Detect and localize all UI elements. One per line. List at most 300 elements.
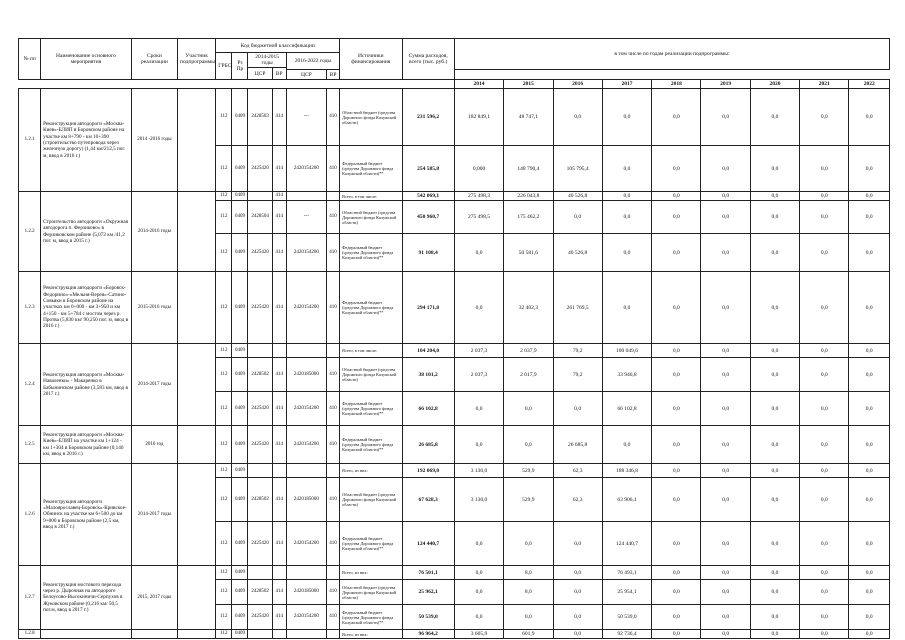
measure-participant (178, 426, 216, 464)
funding-source: Всего, из них: (340, 630, 402, 639)
col-header-source: Источники финансирования (340, 39, 402, 80)
rzpr-code: 0409 (232, 605, 248, 630)
year-value: 0,0 (849, 192, 890, 201)
col-header-year: 2015 (504, 80, 553, 89)
year-value: 0,0 (701, 630, 750, 639)
year-value: 0,0 (652, 566, 701, 580)
col-header-terms: Сроки реализации (131, 39, 177, 80)
vr-code-1415: 414 (272, 234, 286, 272)
year-value: 0,0 (750, 426, 799, 464)
measure-name: Реконструкция мостового перехода через р. Дырочная на автодороге Белоусово-Высокиничи-Серпухов в Жуковском районе (0,216 км/ 50,5 пог.м, ввод в 2017 г.) (41, 566, 132, 630)
year-value: 32 402,3 (504, 272, 553, 344)
year-value: 0,0 (750, 192, 799, 201)
year-value: 182 849,1 (454, 89, 503, 146)
vr-code-1415: 414 (272, 522, 286, 566)
col-header-byyear: в том числе по годам реализации подпрограммы: (454, 39, 889, 70)
year-value: 0,0 (849, 426, 890, 464)
vr-code-1622: 410 (327, 478, 340, 522)
year-value: 175 462,2 (504, 201, 553, 234)
year-value: 0,0 (701, 566, 750, 580)
year-value: 0,0 (849, 344, 890, 358)
year-value: 0,0 (800, 272, 849, 344)
csr-code-1622: --- (286, 201, 326, 234)
year-value: 0,0 (602, 146, 651, 192)
year-value: 0,0 (849, 146, 890, 192)
total-sum: 104 204,0 (402, 344, 454, 358)
year-value: 0,0 (652, 272, 701, 344)
total-sum: 38 101,2 (402, 358, 454, 392)
year-value: 261 769,5 (553, 272, 602, 344)
row-number: 1.2.2 (19, 192, 41, 272)
year-value: 66 102,8 (602, 392, 651, 426)
rzpr-code: 0409 (232, 522, 248, 566)
total-sum: 67 628,3 (402, 478, 454, 522)
year-value: 0,0 (849, 605, 890, 630)
funding-source: Областной бюджет (средства Дорожного фонда Калужской области) (340, 478, 402, 522)
rzpr-code: 0409 (232, 478, 248, 522)
year-value: 0,0 (602, 89, 651, 146)
vr-code-1622: 410 (327, 392, 340, 426)
col-header-csr2: ЦСР (286, 70, 326, 80)
vr-code-1415: 414 (272, 358, 286, 392)
funding-source: Областной бюджет (средства Дорожного фонда Калужской области) (340, 89, 402, 146)
col-header-sum: Сумма расходов, всего (тыс. руб.) (402, 39, 454, 80)
year-value: 48 747,1 (504, 89, 553, 146)
year-value: 0,0 (652, 478, 701, 522)
col-header-year: 2016 (553, 80, 602, 89)
measure-name: Реконструкция автодороги «Москва-Наваленки» - Макаренко в Бабынинском районе (3,583 км, ввод в 2017 г.) (41, 344, 132, 426)
rzpr-code: 0409 (232, 392, 248, 426)
csr-code-1415: 2428504 (248, 201, 272, 234)
csr-code-1622 (286, 630, 326, 639)
year-value: 0,0 (504, 605, 553, 630)
year-value: 0,0 (652, 580, 701, 605)
year-value: 3 605,9 (454, 630, 503, 639)
year-value: 0,0 (553, 522, 602, 566)
col-header-year: 2018 (652, 80, 701, 89)
csr-code-1622: 2420154200 (286, 392, 326, 426)
measure-name: Реконструкция автодороги «Москва-Киев»-ЕЛИП на участке км 1+124 - км 1+304 в Боровском районе (0,140 км, ввод в 2016 г.) (41, 426, 132, 464)
col-header-participant: Участник подпрограммы (178, 39, 216, 80)
csr-code-1415: 2428502 (248, 478, 272, 522)
funding-source: Федеральный бюджет (средства Дорожного фонда Калужской области)** (340, 426, 402, 464)
total-sum: 450 960,7 (402, 201, 454, 234)
measure-name: Строительство автодороги «Окружная автодорога п. Ферзиково» в Ферзиковском районе (5,072 км /41,2 пог. м, ввод в 2015 г.) (41, 192, 132, 272)
csr-code-1415 (248, 192, 272, 201)
rzpr-code: 0409 (232, 580, 248, 605)
measure-name (41, 630, 132, 639)
row-number: 1.2.8 (19, 630, 41, 639)
csr-code-1622: 2420154200 (286, 522, 326, 566)
year-value: 0,0 (504, 392, 553, 426)
year-value: 0,0 (800, 89, 849, 146)
measure-participant (178, 192, 216, 272)
year-value: 0,0 (504, 426, 553, 464)
measure-terms: 2014-2017 годы (131, 344, 177, 426)
year-value: 0,0 (800, 464, 849, 478)
vr-code-1415: 414 (272, 201, 286, 234)
total-sum: 66 102,8 (402, 392, 454, 426)
year-value: 0,0 (652, 630, 701, 639)
table-row (19, 89, 890, 146)
row-number: 1.2.7 (19, 566, 41, 630)
year-value: 0,0 (701, 234, 750, 272)
year-value: 0,0 (750, 630, 799, 639)
funding-source: Всего, в том числе: (340, 192, 402, 201)
year-value: 0,0 (504, 522, 553, 566)
vr-code-1622: 410 (327, 522, 340, 566)
year-value: 0,0 (701, 89, 750, 146)
year-value: 0,0 (553, 605, 602, 630)
year-value: 0,0 (701, 344, 750, 358)
year-value: 0,0 (652, 605, 701, 630)
csr-code-1415 (248, 464, 272, 478)
total-sum: 294 171,8 (402, 272, 454, 344)
grbs-code: 112 (216, 146, 232, 192)
year-row-spacer (19, 80, 455, 89)
col-header-year: 2020 (750, 80, 799, 89)
year-value: 0,0 (849, 580, 890, 605)
year-value: 0,0 (652, 426, 701, 464)
year-value: 0,0 (849, 201, 890, 234)
rzpr-code: 0409 (232, 234, 248, 272)
year-value: 0,0 (701, 478, 750, 522)
csr-code-1415: 2425420 (248, 146, 272, 192)
rzpr-code: 0409 (232, 464, 248, 478)
total-sum: 231 596,2 (402, 89, 454, 146)
rzpr-code: 0409 (232, 358, 248, 392)
grbs-code: 112 (216, 630, 232, 639)
col-header-year: 2017 (602, 80, 651, 89)
col-header-rzpr: Рз Пр (232, 53, 248, 80)
vr-code-1415: 414 (272, 580, 286, 605)
vr-code-1622 (327, 464, 340, 478)
col-header-vr1: ВР (272, 68, 286, 80)
year-value: 0,0 (800, 392, 849, 426)
row-number: 1.2.5 (19, 426, 41, 464)
funding-source: Областной бюджет (средства Дорожного фонда Калужской области) (340, 358, 402, 392)
grbs-code: 112 (216, 272, 232, 344)
funding-source: Федеральный бюджет (средства Дорожного фонда Калужской области)** (340, 272, 402, 344)
year-value: 40 526,8 (553, 192, 602, 201)
year-value: 0,0 (652, 392, 701, 426)
col-header-year: 2022 (849, 80, 890, 89)
rzpr-code: 0409 (232, 192, 248, 201)
csr-code-1622: 2420154200 (286, 426, 326, 464)
year-value: 275 498,5 (454, 201, 503, 234)
year-value: 0,0 (454, 272, 503, 344)
year-value: 0,0 (849, 89, 890, 146)
csr-code-1622: 2420154200 (286, 272, 326, 344)
total-sum: 26 685,8 (402, 426, 454, 464)
csr-code-1622: 2420185000 (286, 580, 326, 605)
grbs-code: 112 (216, 522, 232, 566)
csr-code-1415 (248, 344, 272, 358)
col-header-vr2: ВР (327, 70, 340, 80)
table-row (19, 426, 890, 464)
year-value: 0,0 (750, 358, 799, 392)
year-value: 0,0 (652, 464, 701, 478)
year-value: 0,0 (602, 272, 651, 344)
year-value: 0,0 (849, 478, 890, 522)
vr-code-1415 (272, 566, 286, 580)
year-value: 0,0 (652, 358, 701, 392)
year-value: 0,0 (800, 146, 849, 192)
year-value: 0,0 (849, 392, 890, 426)
csr-code-1415 (248, 630, 272, 639)
year-value: 0,0 (800, 234, 849, 272)
vr-code-1415: 414 (272, 392, 286, 426)
year-value: 0,0 (750, 478, 799, 522)
year-value: 0,0 (701, 580, 750, 605)
measure-name: Реконструкция автодороги «Боровск-Федорино»-«Мельня-Верея»-Сатино-Совьяки в Боровском районе на участках км 0+000 - км 3+950 и км 4+150 - км 5+784 с мостом через р. Протва (5,830 км/ 90,250 пог. м, ввод в 2016 г.) (41, 272, 132, 344)
csr-code-1415: 2425420 (248, 272, 272, 344)
measure-name: Реконструкция автодороги «Москва-Киев»-ЕЛИП в Боровском районе на участке км 8+790 - км 10+390 (строительство путепровода через железную дорогу) (1,44 км/212,5 пог. м, ввод в 2016 г.) (41, 89, 132, 192)
total-sum: 124 440,7 (402, 522, 454, 566)
budget-table (18, 38, 890, 639)
rzpr-code: 0409 (232, 630, 248, 639)
col-header-name: Наименование основного мероприятия (41, 39, 132, 80)
measure-name: Реконструкция автодороги «Малоярославец-Боровск»-Кривское-Обнинск на участке км 6+500 до км 9+000 в Боровском районе (2,5 км, ввод в 2017 г.) (41, 464, 132, 566)
year-value: 0,0 (800, 201, 849, 234)
vr-code-1415: 414 (272, 478, 286, 522)
col-header-period2: 2016-2022 годы (286, 53, 339, 70)
year-value: 2 037,3 (454, 344, 503, 358)
year-value: 0,0 (849, 522, 890, 566)
year-value: 33 946,8 (602, 358, 651, 392)
csr-code-1415 (248, 566, 272, 580)
year-value: 0,0 (701, 426, 750, 464)
csr-code-1415: 2428503 (248, 89, 272, 146)
year-value: 0,0 (454, 234, 503, 272)
year-value: 0,0 (750, 522, 799, 566)
measure-participant (178, 630, 216, 639)
total-sum: 542 069,1 (402, 192, 454, 201)
year-value: 0,0 (849, 464, 890, 478)
year-value: 62,3 (553, 478, 602, 522)
year-value: 0,0 (849, 358, 890, 392)
vr-code-1415: 414 (272, 272, 286, 344)
csr-code-1622 (286, 344, 326, 358)
vr-code-1622 (327, 566, 340, 580)
grbs-code: 112 (216, 358, 232, 392)
year-value: 0,0 (701, 358, 750, 392)
funding-source: Областной бюджет (средства Дорожного фонда Калужской области) (340, 580, 402, 605)
total-sum: 96 964,2 (402, 630, 454, 639)
year-value: 529,9 (504, 464, 553, 478)
vr-code-1415 (272, 464, 286, 478)
year-value: 2 037,3 (454, 358, 503, 392)
csr-code-1622 (286, 464, 326, 478)
grbs-code: 112 (216, 426, 232, 464)
year-value: 0,0 (849, 234, 890, 272)
year-value: 79,2 (553, 344, 602, 358)
year-value: 50 581,6 (504, 234, 553, 272)
year-value: 0,0 (701, 392, 750, 426)
year-value: 0,0 (750, 580, 799, 605)
year-value: 0,0 (800, 358, 849, 392)
vr-code-1622 (327, 192, 340, 201)
year-value: 0,0 (849, 566, 890, 580)
vr-code-1622: 410 (327, 358, 340, 392)
year-value: 0,0 (800, 344, 849, 358)
year-value: 0,0 (553, 89, 602, 146)
col-header-num: № пп (19, 39, 41, 80)
vr-code-1622 (327, 344, 340, 358)
year-value: 0,000 (454, 146, 503, 192)
year-value: 0,0 (454, 580, 503, 605)
vr-code-1415 (272, 344, 286, 358)
rzpr-code: 0409 (232, 566, 248, 580)
year-value: 0,0 (652, 234, 701, 272)
csr-code-1415: 2425420 (248, 234, 272, 272)
rzpr-code: 0409 (232, 344, 248, 358)
csr-code-1622: 2420185000 (286, 358, 326, 392)
grbs-code: 112 (216, 566, 232, 580)
vr-code-1622: 410 (327, 234, 340, 272)
funding-source: Федеральный бюджет (средства Дорожного фонда Калужской области)** (340, 234, 402, 272)
year-value: 148 790,4 (504, 146, 553, 192)
year-value: 0,0 (800, 522, 849, 566)
funding-source: Всего, из них: (340, 566, 402, 580)
year-value: 8,0 (504, 566, 553, 580)
csr-code-1415: 2425420 (248, 392, 272, 426)
year-value: 124 440,7 (602, 522, 651, 566)
year-value: 0,0 (750, 89, 799, 146)
year-value: 188 346,8 (602, 464, 651, 478)
year-value: 0,0 (701, 522, 750, 566)
grbs-code: 112 (216, 192, 232, 201)
col-header-grbs: ГРБС (216, 53, 232, 80)
year-value: 0,0 (750, 605, 799, 630)
year-value: 0,0 (800, 478, 849, 522)
row-number: 1.2.3 (19, 272, 41, 344)
measure-participant (178, 464, 216, 566)
year-value: 0,0 (701, 146, 750, 192)
vr-code-1415: 414 (272, 89, 286, 146)
vr-code-1415: 414 (272, 146, 286, 192)
total-sum: 76 501,1 (402, 566, 454, 580)
funding-source: Всего, в том числе: (340, 344, 402, 358)
year-value: 62,3 (553, 464, 602, 478)
csr-code-1415: 2425420 (248, 605, 272, 630)
table-row (19, 344, 890, 358)
col-header-year: 2019 (701, 80, 750, 89)
grbs-code: 112 (216, 580, 232, 605)
year-value: 0,0 (800, 192, 849, 201)
year-value: 0,0 (750, 272, 799, 344)
grbs-code: 112 (216, 392, 232, 426)
year-value: 0,0 (750, 392, 799, 426)
csr-code-1415: 2425420 (248, 522, 272, 566)
col-header-period1: 2014-2015 годы (248, 53, 286, 68)
year-value: 0,0 (701, 464, 750, 478)
table-row (19, 630, 890, 639)
year-value: 0,0 (800, 426, 849, 464)
year-value: 226 043,8 (504, 192, 553, 201)
vr-code-1622: 410 (327, 426, 340, 464)
year-value: 529,9 (504, 478, 553, 522)
rzpr-code: 0409 (232, 146, 248, 192)
year-value: 2 017,9 (504, 358, 553, 392)
rzpr-code: 0409 (232, 272, 248, 344)
csr-code-1415: 2428502 (248, 580, 272, 605)
total-sum: 25 962,1 (402, 580, 454, 605)
total-sum: 50 539,0 (402, 605, 454, 630)
table-row (19, 192, 890, 201)
year-value: 0,0 (454, 566, 503, 580)
measure-terms: 2015-2016 годы (131, 272, 177, 344)
year-value: 50 539,0 (602, 605, 651, 630)
total-sum: 254 585,8 (402, 146, 454, 192)
year-value: 8,0 (504, 580, 553, 605)
csr-code-1622: --- (286, 89, 326, 146)
year-value: 2 037,9 (504, 344, 553, 358)
year-value: 0,0 (750, 566, 799, 580)
csr-code-1622: 2420154200 (286, 605, 326, 630)
vr-code-1415 (272, 630, 286, 639)
year-value: 0,0 (701, 605, 750, 630)
year-value: 0,0 (800, 605, 849, 630)
year-value: 0,0 (652, 192, 701, 201)
vr-code-1415: 414 (272, 192, 286, 201)
grbs-code: 112 (216, 89, 232, 146)
measure-terms: 2014 -2016 годы (131, 89, 177, 192)
measure-terms: 2015, 2017 годы (131, 566, 177, 630)
year-value: 0,0 (800, 580, 849, 605)
funding-source: Федеральный бюджет (средства Дорожного фонда Калужской области)** (340, 605, 402, 630)
total-sum: 91 108,4 (402, 234, 454, 272)
year-value: 76 493,1 (602, 566, 651, 580)
csr-code-1415: 2428502 (248, 358, 272, 392)
year-value: 0,0 (800, 566, 849, 580)
year-value: 25 954,1 (602, 580, 651, 605)
col-header-year: 2021 (800, 80, 849, 89)
year-value: 0,0 (849, 272, 890, 344)
csr-code-1622 (286, 192, 326, 201)
vr-code-1622: 410 (327, 201, 340, 234)
year-value: 0,0 (652, 201, 701, 234)
year-value: 3 130,0 (454, 464, 503, 478)
year-value: 0,0 (652, 522, 701, 566)
year-value: 0,0 (602, 426, 651, 464)
grbs-code: 112 (216, 344, 232, 358)
measure-participant (178, 566, 216, 630)
vr-code-1622: 410 (327, 605, 340, 630)
funding-source: Федеральный бюджет (средства Дорожного фонда Калужской области)** (340, 146, 402, 192)
year-value: 0,0 (553, 392, 602, 426)
grbs-code: 112 (216, 478, 232, 522)
vr-code-1415: 414 (272, 605, 286, 630)
year-value: 105 795,4 (553, 146, 602, 192)
year-value: 0,0 (454, 392, 503, 426)
row-number: 1.2.4 (19, 344, 41, 426)
csr-code-1622: 2420154200 (286, 234, 326, 272)
measure-terms: 2014-2017 годы (131, 464, 177, 566)
year-value: 0,0 (652, 146, 701, 192)
csr-code-1622: 2420185000 (286, 478, 326, 522)
vr-code-1622: 410 (327, 272, 340, 344)
year-value: 0,0 (701, 201, 750, 234)
measure-terms (131, 630, 177, 639)
vr-code-1415: 414 (272, 426, 286, 464)
year-value: 0,0 (849, 630, 890, 639)
year-value: 0,0 (652, 89, 701, 146)
vr-code-1622: 410 (327, 580, 340, 605)
year-value: 0,0 (454, 426, 503, 464)
year-value: 0,0 (602, 192, 651, 201)
table-row (19, 464, 890, 478)
